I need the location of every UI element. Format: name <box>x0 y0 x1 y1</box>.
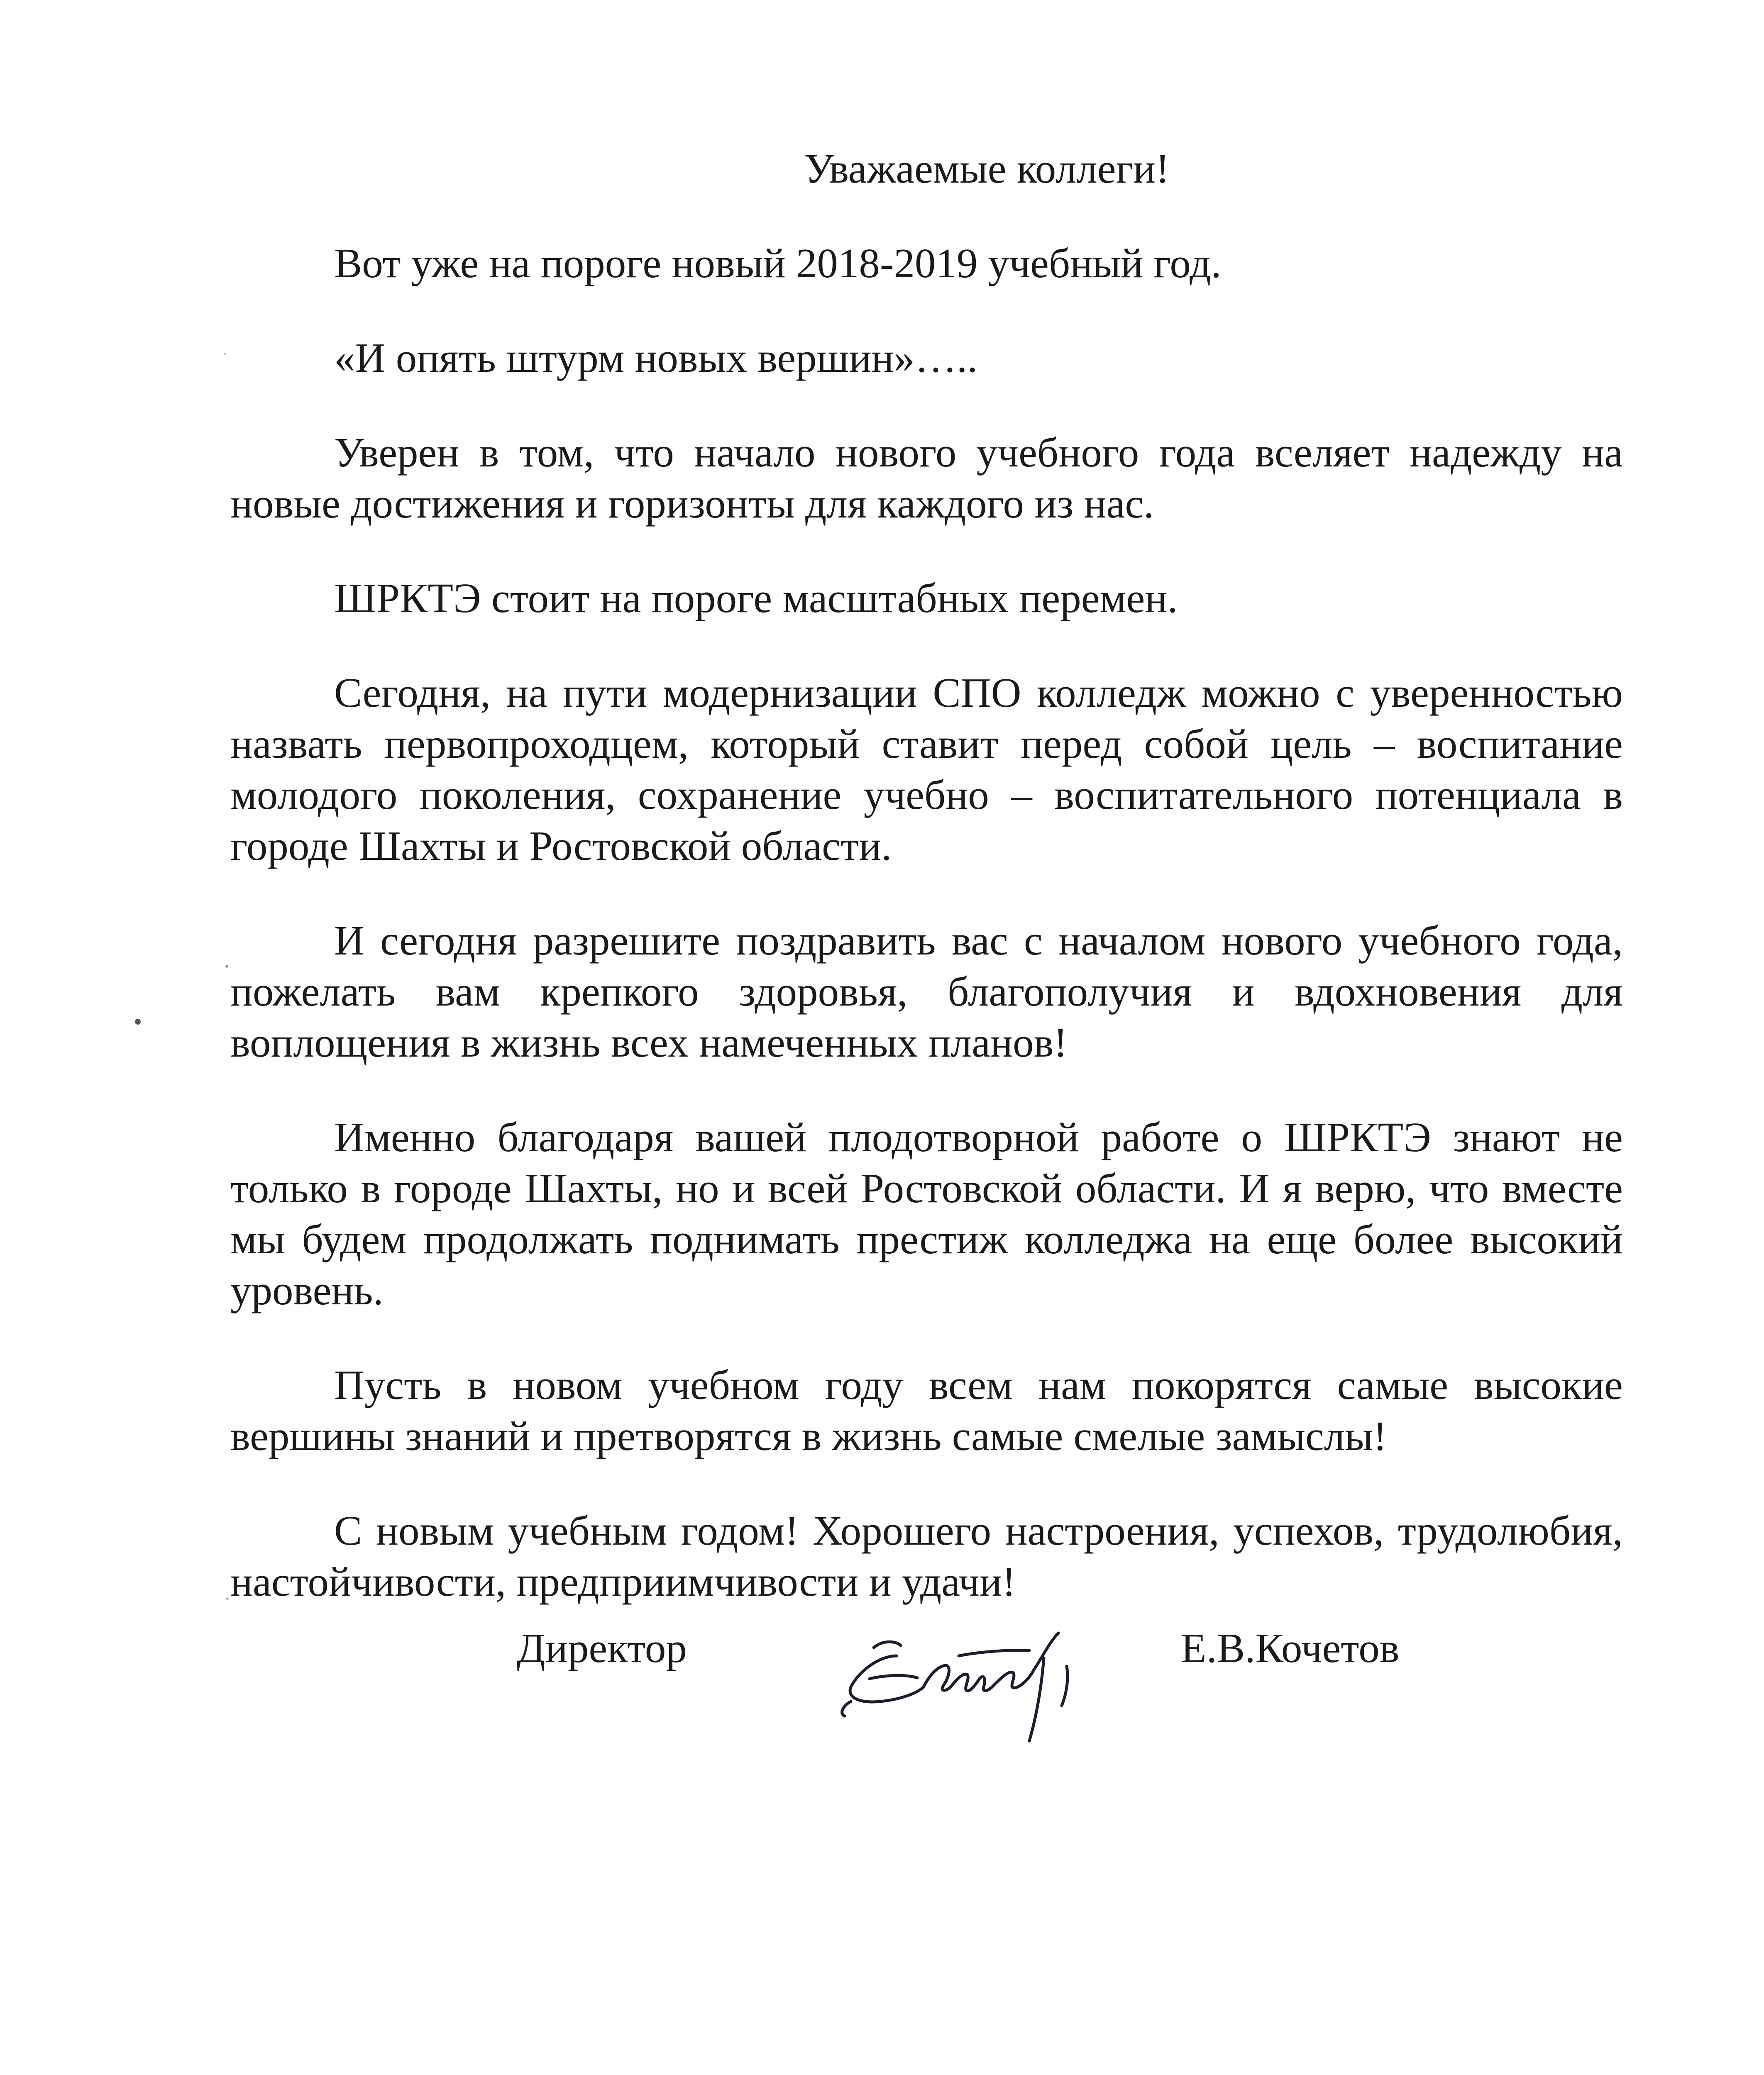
letter-body <box>230 143 1623 1651</box>
paragraph: Вот уже на пороге новый 2018-2019 учебный год. <box>334 240 1222 286</box>
scan-speck <box>226 1598 229 1600</box>
paragraph: Уверен в том, что начало нового учебного года вселяет надежду на новые достижения и горизонты для каждого из нас. <box>230 429 1623 527</box>
paragraph: С новым учебным годом! Хорошего настроения, успехов, трудолюбия, настойчивости, предприимчивости и удачи! <box>230 1507 1623 1605</box>
handwritten-signature <box>834 1616 1092 1770</box>
paragraph: «И опять штурм новых вершин»….. <box>334 334 978 381</box>
greeting: Уважаемые коллеги! <box>804 145 1170 192</box>
paragraph: И сегодня разрешите поздравить вас с началом нового учебного года, пожелать вам крепкого здоровья, благополучия и вдохновения для воплощения в жизнь всех намеченных планов! <box>230 917 1623 1066</box>
scan-speck <box>225 965 228 968</box>
scan-speck <box>224 353 226 355</box>
signer-title: Директор <box>517 1625 687 1671</box>
paragraph: Сегодня, на пути модернизации СПО колледж можно с уверенностью назвать первопроходцем, который ставит перед собой цель – воспитание молодого поколения, сохранение учебно – воспитательного потенциала в городе Шахты и Ростовской области. <box>230 669 1623 869</box>
scan-speck <box>135 1019 141 1025</box>
paragraph: Именно благодаря вашей плодотворной работе о ШРКТЭ знают не только в городе Шахты, но и всей Ростовской области. И я верю, что вместе мы будем продолжать поднимать престиж колледжа на еще более высокий уровень. <box>230 1114 1623 1313</box>
signer-name: Е.В.Кочетов <box>1181 1625 1400 1671</box>
paragraph: Пусть в новом учебном году всем нам покорятся самые высокие вершины знаний и претворятся в жизнь самые смелые замыслы! <box>230 1362 1623 1459</box>
paragraph: ШРКТЭ стоит на пороге масштабных перемен. <box>334 575 1178 621</box>
